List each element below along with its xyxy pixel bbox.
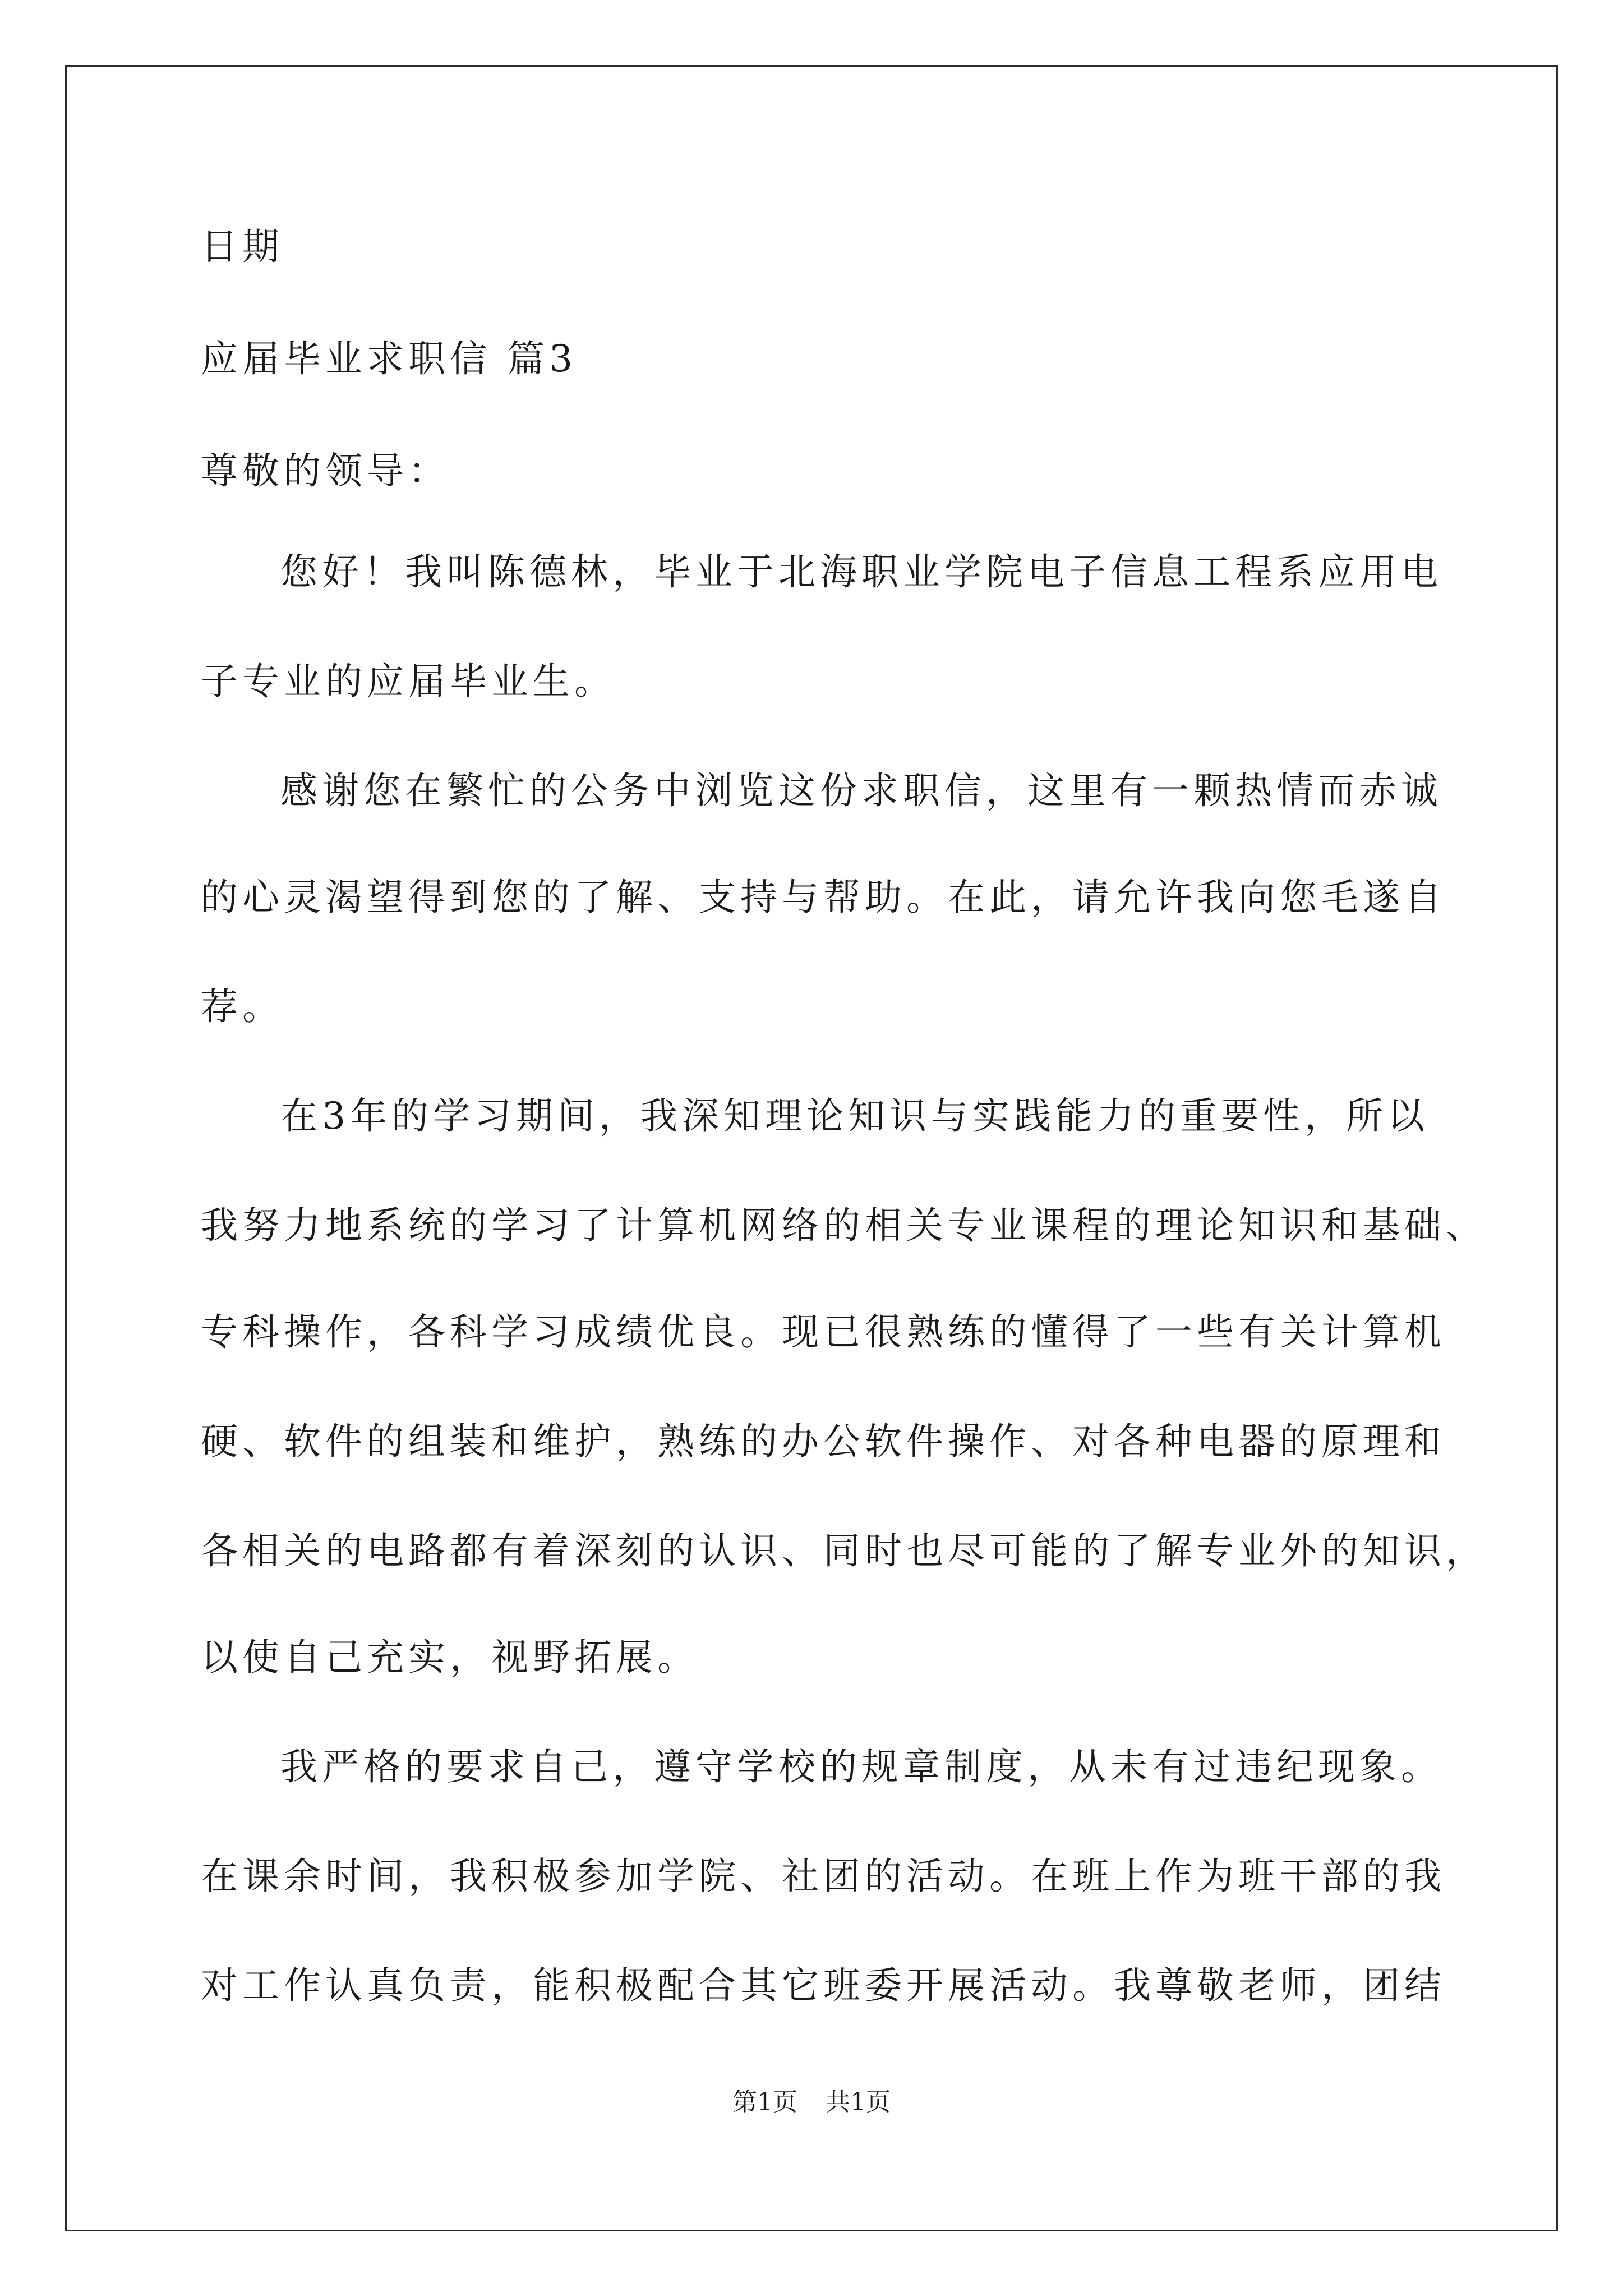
date-label: 日期: [201, 225, 284, 268]
paragraph-line: 我严格的要求自己，遵守学校的规章制度，从未有过违纪现象。: [280, 1745, 1442, 1788]
paragraph-line: 在课余时间，我积极参加学院、社团的活动。在班上作为班干部的我: [201, 1855, 1446, 1898]
page-total: 共1页: [826, 2088, 891, 2116]
paragraph-line: 在3年的学习期间，我深知理论知识与实践能力的重要性，所以: [280, 1094, 1429, 1138]
paragraph-line: 子专业的应届毕业生。: [201, 660, 616, 703]
page-number: 第1页: [732, 2088, 797, 2116]
paragraph-line: 以使自己充实，视野拓展。: [201, 1636, 699, 1679]
paragraph-line: 专科操作，各科学习成绩优良。现已很熟练的懂得了一些有关计算机: [201, 1310, 1446, 1354]
paragraph-line: 您好！我叫陈德林，毕业于北海职业学院电子信息工程系应用电: [280, 550, 1442, 593]
page-footer: [0, 2087, 1623, 2118]
paragraph-line: 感谢您在繁忙的公务中浏览这份求职信，这里有一颗热情而赤诚: [280, 769, 1442, 812]
document-title: 应届毕业求职信 篇3: [201, 337, 577, 380]
paragraph-line: 我努力地系统的学习了计算机网络的相关专业课程的理论知识和基础、: [201, 1204, 1487, 1247]
paragraph-line: 对工作认真负责，能积极配合其它班委开展活动。我尊敬老师，团结: [201, 1964, 1446, 2007]
paragraph-line: 荐。: [201, 985, 284, 1028]
paragraph-line: 的心灵渴望得到您的了解、支持与帮助。在此，请允许我向您毛遂自: [201, 876, 1446, 919]
page-border: [65, 65, 1558, 2231]
paragraph-line: 各相关的电路都有着深刻的认识、同时也尽可能的了解专业外的知识，: [201, 1529, 1487, 1572]
salutation: 尊敬的领导：: [201, 449, 450, 493]
paragraph-line: 硬、软件的组装和维护，熟练的办公软件操作、对各种电器的原理和: [201, 1420, 1446, 1463]
